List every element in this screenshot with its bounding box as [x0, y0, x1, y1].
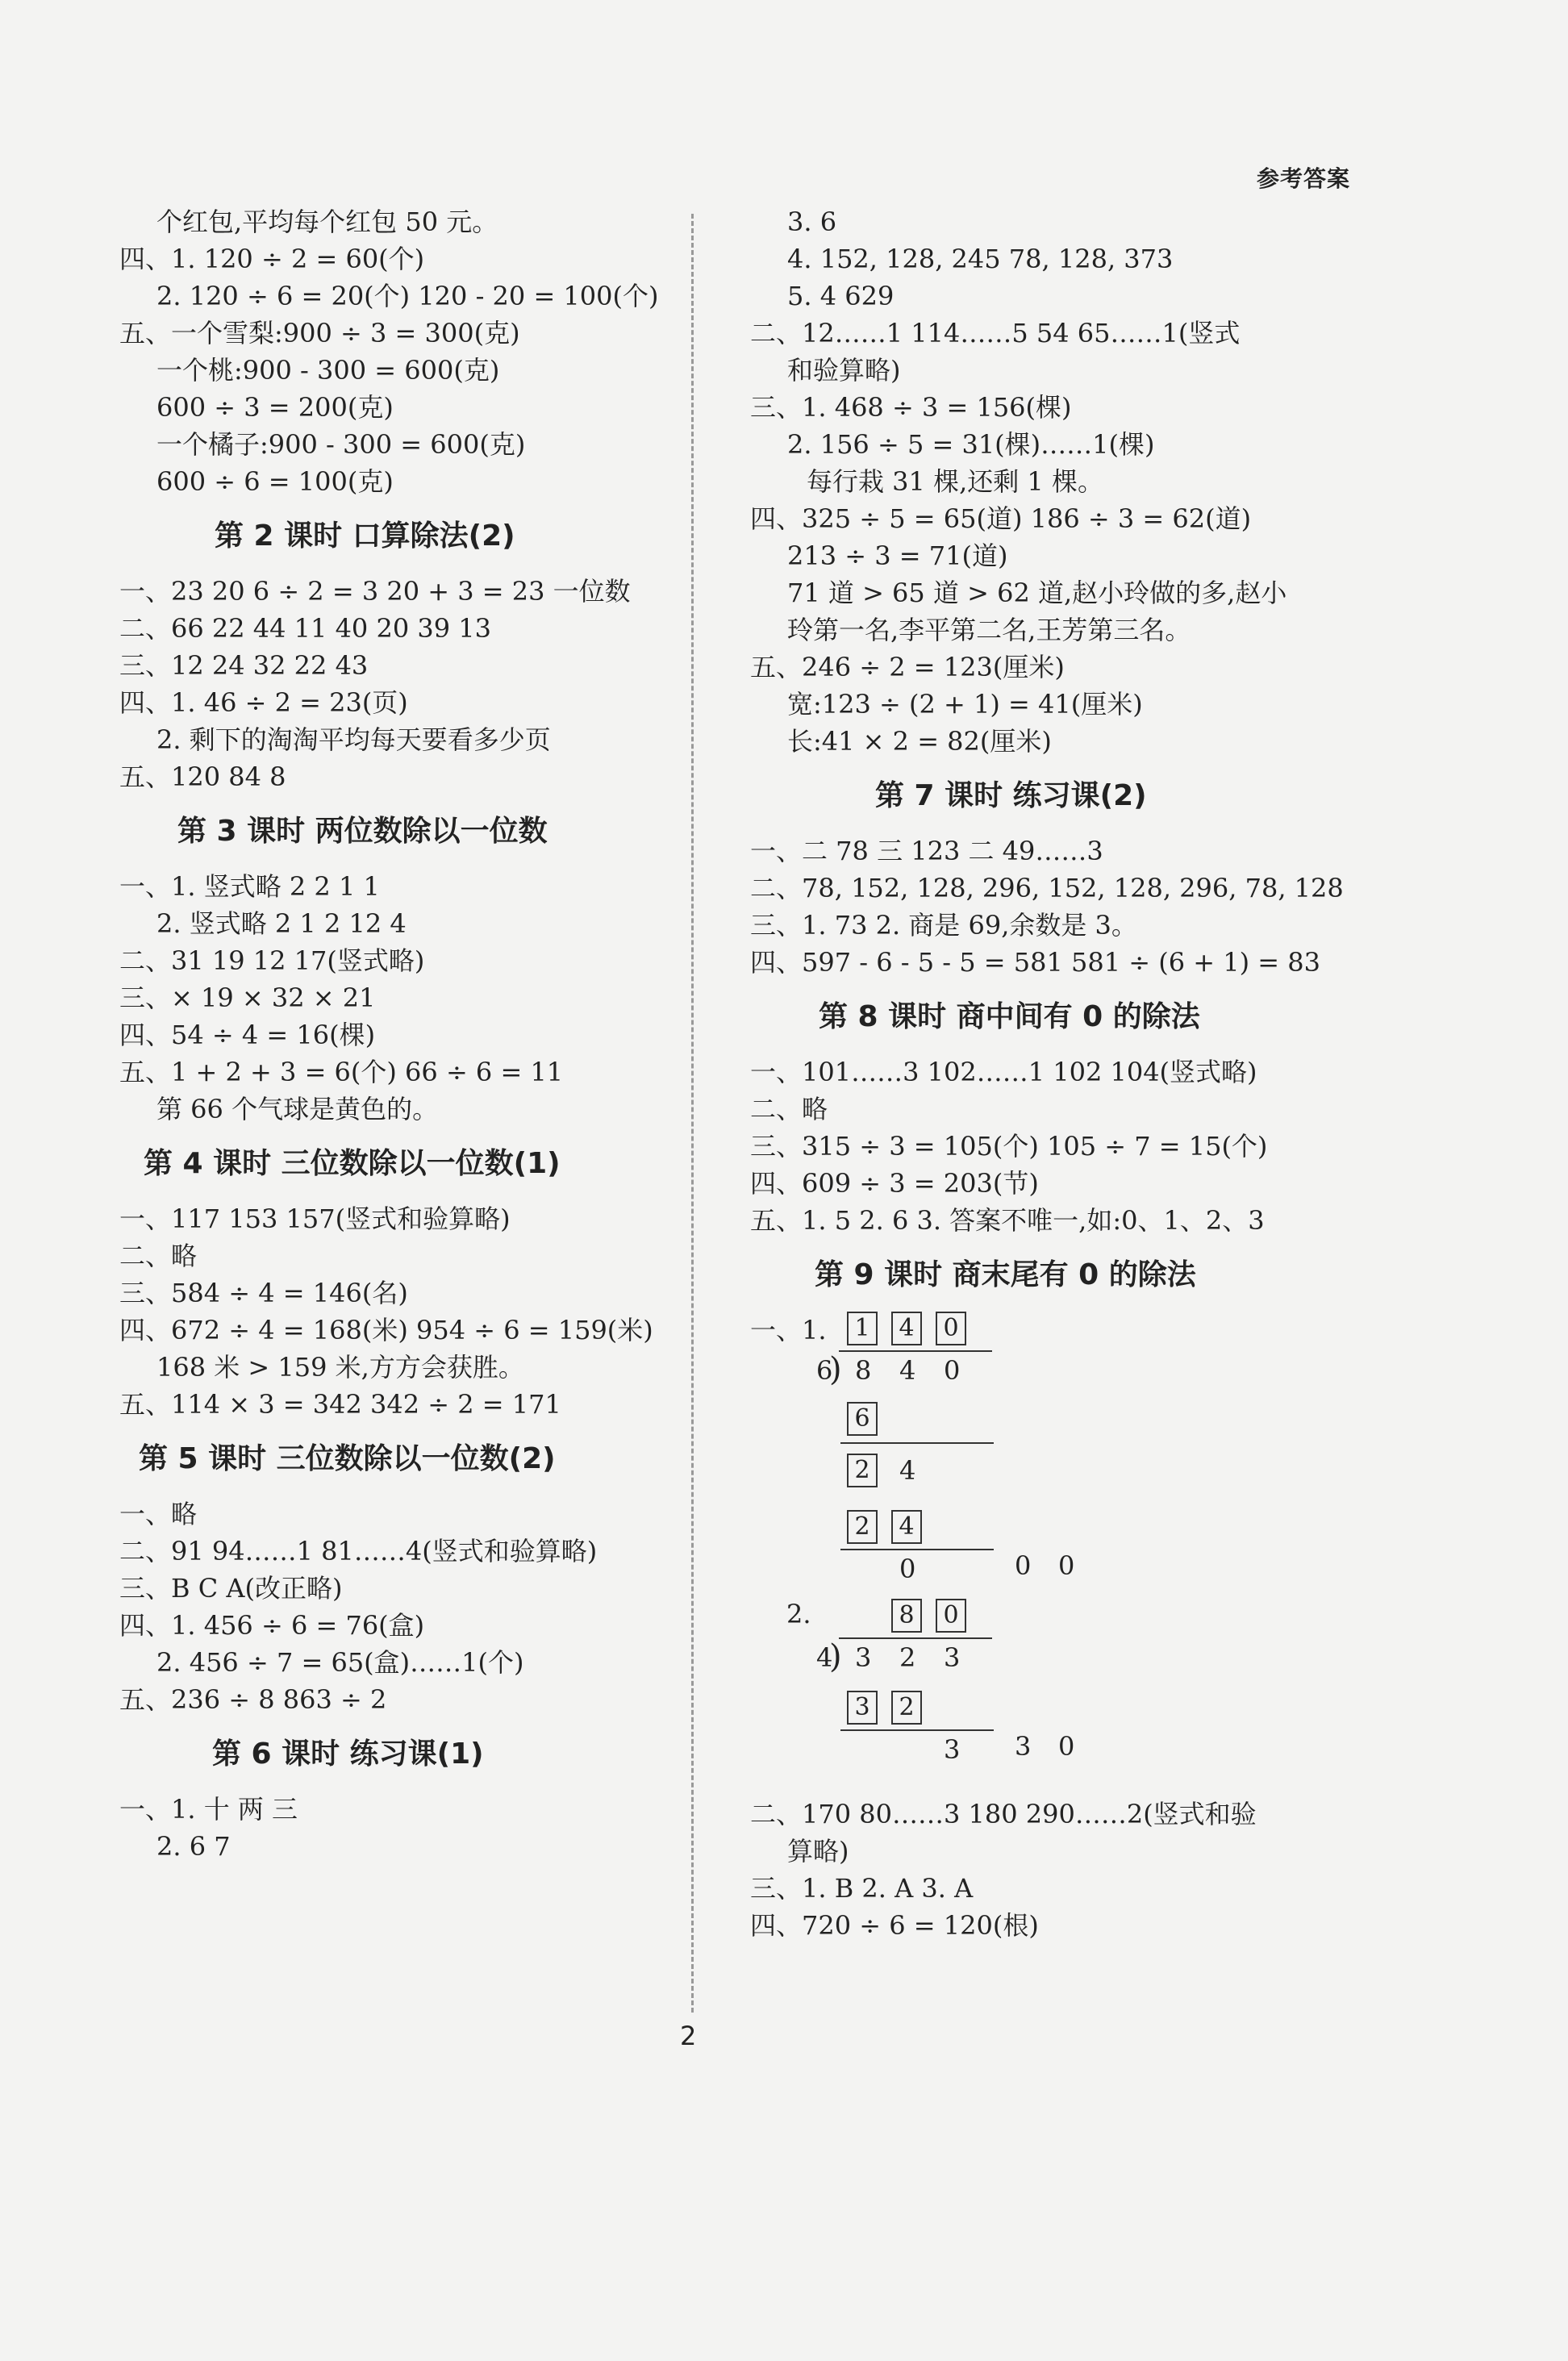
section-title-2: 第 2 课时 口算除法(2)	[215, 519, 515, 553]
subtract-line	[840, 1442, 994, 1444]
answer-line: 一、1. 十 两 三	[119, 1794, 298, 1825]
answer-line: 三、12 24 32 22 43	[119, 650, 369, 681]
answer-line: 三、315 ÷ 3 = 105(个) 105 ÷ 7 = 15(个)	[750, 1131, 1268, 1162]
answer-line: 算略)	[787, 1836, 849, 1867]
step-box: 4	[891, 1510, 922, 1544]
subtract-line	[840, 1729, 994, 1731]
quotient-box: 0	[936, 1312, 966, 1345]
step-box: 2	[847, 1510, 878, 1544]
answer-line: 玲第一名,李平第二名,王芳第三名。	[787, 615, 1191, 645]
answer-line: 一、101……3 102……1 102 104(竖式略)	[750, 1057, 1257, 1087]
answer-line: 个红包,平均每个红包 50 元。	[156, 206, 498, 237]
answer-line: 四、54 ÷ 4 = 16(棵)	[119, 1020, 376, 1050]
extra-answer: 0	[1015, 1550, 1032, 1581]
answer-line: 宽:123 ÷ (2 + 1) = 41(厘米)	[787, 689, 1143, 720]
dividend-digit: 4	[899, 1355, 916, 1386]
quotient-box: 8	[891, 1599, 922, 1633]
answer-line: 三、× 19 × 32 × 21	[119, 982, 376, 1013]
quotient-box: 0	[936, 1599, 966, 1633]
answer-line: 三、1. B 2. A 3. A	[750, 1873, 974, 1904]
answer-line: 三、1. 73 2. 商是 69,余数是 3。	[750, 910, 1137, 941]
subtract-line	[840, 1549, 994, 1550]
answer-line: 2. 456 ÷ 7 = 65(盒)……1(个)	[156, 1647, 524, 1678]
divisor: 4	[816, 1642, 833, 1673]
page-number: 2	[680, 2021, 697, 2051]
answer-line: 四、672 ÷ 4 = 168(米) 954 ÷ 6 = 159(米)	[119, 1315, 653, 1345]
answer-line: 2. 剩下的淘淘平均每天要看多少页	[156, 724, 551, 755]
remainder: 0	[899, 1554, 916, 1584]
dividend-digit: 2	[899, 1642, 916, 1673]
answer-line: 第 66 个气球是黄色的。	[156, 1094, 439, 1124]
long-division-1	[750, 1312, 1347, 1796]
answer-line: 每行栽 31 棵,还剩 1 棵。	[807, 466, 1103, 497]
answer-line: 四、1. 46 ÷ 2 = 23(页)	[119, 687, 408, 718]
answer-line: 三、B C A(改正略)	[119, 1573, 343, 1604]
extra-answer: 0	[1058, 1550, 1075, 1581]
answer-line: 二、78, 152, 128, 296, 152, 128, 296, 78, 128	[750, 873, 1344, 903]
answer-line: 一、略	[119, 1499, 198, 1529]
section-title-4: 第 4 课时 三位数除以一位数(1)	[144, 1147, 561, 1180]
step-digit: 4	[899, 1455, 916, 1486]
section-title-6: 第 6 课时 练习课(1)	[212, 1737, 484, 1771]
answer-line: 168 米 > 159 米,方方会获胜。	[156, 1352, 524, 1383]
right-column	[750, 203, 1347, 1944]
step-box: 2	[891, 1691, 922, 1725]
dividend-digit: 0	[944, 1355, 961, 1386]
answer-line: 二、略	[119, 1241, 198, 1271]
section-title-8: 第 8 课时 商中间有 0 的除法	[819, 1000, 1200, 1033]
remainder: 3	[944, 1734, 961, 1765]
division-bar	[839, 1350, 992, 1352]
answer-line: 三、1. 468 ÷ 3 = 156(棵)	[750, 392, 1072, 423]
dividend-digit: 3	[855, 1642, 872, 1673]
answer-line: 长:41 × 2 = 82(厘米)	[787, 726, 1052, 757]
answer-line: 四、597 - 6 - 5 - 5 = 581 581 ÷ (6 + 1) = 83	[750, 947, 1320, 978]
answer-line: 一、1. 竖式略 2 2 1 1	[119, 871, 380, 902]
section-title-5: 第 5 课时 三位数除以一位数(2)	[139, 1442, 556, 1475]
answer-line: 五、114 × 3 = 342 342 ÷ 2 = 171	[119, 1389, 561, 1420]
quotient-box: 1	[847, 1312, 878, 1345]
answer-line: 五、1. 5 2. 6 3. 答案不唯一,如:0、1、2、3	[750, 1205, 1265, 1236]
answer-line: 71 道 > 65 道 > 62 道,赵小玲做的多,赵小	[787, 578, 1287, 608]
quotient-box: 4	[891, 1312, 922, 1345]
answer-line: 二、31 19 12 17(竖式略)	[119, 945, 425, 976]
step-box: 6	[847, 1402, 878, 1436]
division-bracket: )	[829, 1351, 842, 1388]
answer-line: 和验算略)	[787, 355, 901, 386]
answer-line: 五、120 84 8	[119, 761, 286, 792]
left-column	[119, 203, 700, 1865]
section-title-7: 第 7 课时 练习课(2)	[875, 779, 1147, 812]
answer-line: 二、66 22 44 11 40 20 39 13	[119, 613, 491, 644]
answer-line: 600 ÷ 3 = 200(克)	[156, 392, 394, 423]
answer-line: 5. 4 629	[787, 281, 895, 311]
answer-line: 五、1 + 2 + 3 = 6(个) 66 ÷ 6 = 11	[119, 1057, 564, 1087]
answer-line: 五、一个雪梨:900 ÷ 3 = 300(克)	[119, 318, 520, 348]
answer-line: 一、23 20 6 ÷ 2 = 3 20 + 3 = 23 一位数	[119, 576, 631, 607]
answer-line: 2. 120 ÷ 6 = 20(个) 120 - 20 = 100(个)	[156, 281, 659, 311]
page-header: 参考答案	[1256, 165, 1350, 192]
answer-line: 三、584 ÷ 4 = 146(名)	[119, 1278, 408, 1308]
dividend-digit: 8	[855, 1355, 872, 1386]
dividend-digit: 3	[944, 1642, 961, 1673]
answer-line: 二、91 94……1 81……4(竖式和验算略)	[119, 1536, 598, 1566]
divisor: 6	[816, 1355, 833, 1386]
answer-line: 一、117 153 157(竖式和验算略)	[119, 1203, 511, 1234]
answer-line: 四、1. 120 ÷ 2 = 60(个)	[119, 244, 425, 274]
section-title-3: 第 3 课时 两位数除以一位数	[177, 815, 548, 848]
answer-line: 四、609 ÷ 3 = 203(节)	[750, 1168, 1039, 1199]
answer-line: 四、1. 456 ÷ 6 = 76(盒)	[119, 1610, 425, 1641]
answer-line: 600 ÷ 6 = 100(克)	[156, 466, 394, 497]
step-box: 2	[847, 1454, 878, 1487]
answer-line: 五、236 ÷ 8 863 ÷ 2	[119, 1684, 387, 1715]
answer-line: 四、325 ÷ 5 = 65(道) 186 ÷ 3 = 62(道)	[750, 503, 1252, 534]
answer-line: 2. 6 7	[156, 1831, 231, 1862]
answer-line: 一个橘子:900 - 300 = 600(克)	[156, 429, 526, 460]
answer-line: 3. 6	[787, 206, 837, 237]
answer-line: 二、170 80……3 180 290……2(竖式和验	[750, 1799, 1257, 1829]
answer-line: 213 ÷ 3 = 71(道)	[787, 540, 1008, 571]
answer-line: 2. 156 ÷ 5 = 31(棵)……1(棵)	[787, 429, 1155, 460]
answer-line: 五、246 ÷ 2 = 123(厘米)	[750, 652, 1065, 682]
extra-answer: 0	[1058, 1731, 1075, 1762]
answer-line: 2. 竖式略 2 1 2 12 4	[156, 908, 407, 939]
answer-line: 4. 152, 128, 245 78, 128, 373	[787, 244, 1174, 274]
answer-line: 一、二 78 三 123 二 49……3	[750, 836, 1103, 866]
answer-line: 四、720 ÷ 6 = 120(根)	[750, 1910, 1039, 1941]
division-bar	[839, 1637, 992, 1639]
answer-line: 二、12……1 114……5 54 65……1(竖式	[750, 318, 1241, 348]
section-title-9: 第 9 课时 商末尾有 0 的除法	[815, 1258, 1196, 1291]
extra-answer: 3	[1015, 1731, 1032, 1762]
division-bracket: )	[829, 1638, 842, 1675]
answer-line: 一个桃:900 - 300 = 600(克)	[156, 355, 500, 386]
step-box: 3	[847, 1691, 878, 1725]
answer-line: 二、略	[750, 1094, 828, 1124]
item-label: 2.	[786, 1599, 811, 1629]
item-label: 一、1.	[750, 1315, 827, 1345]
